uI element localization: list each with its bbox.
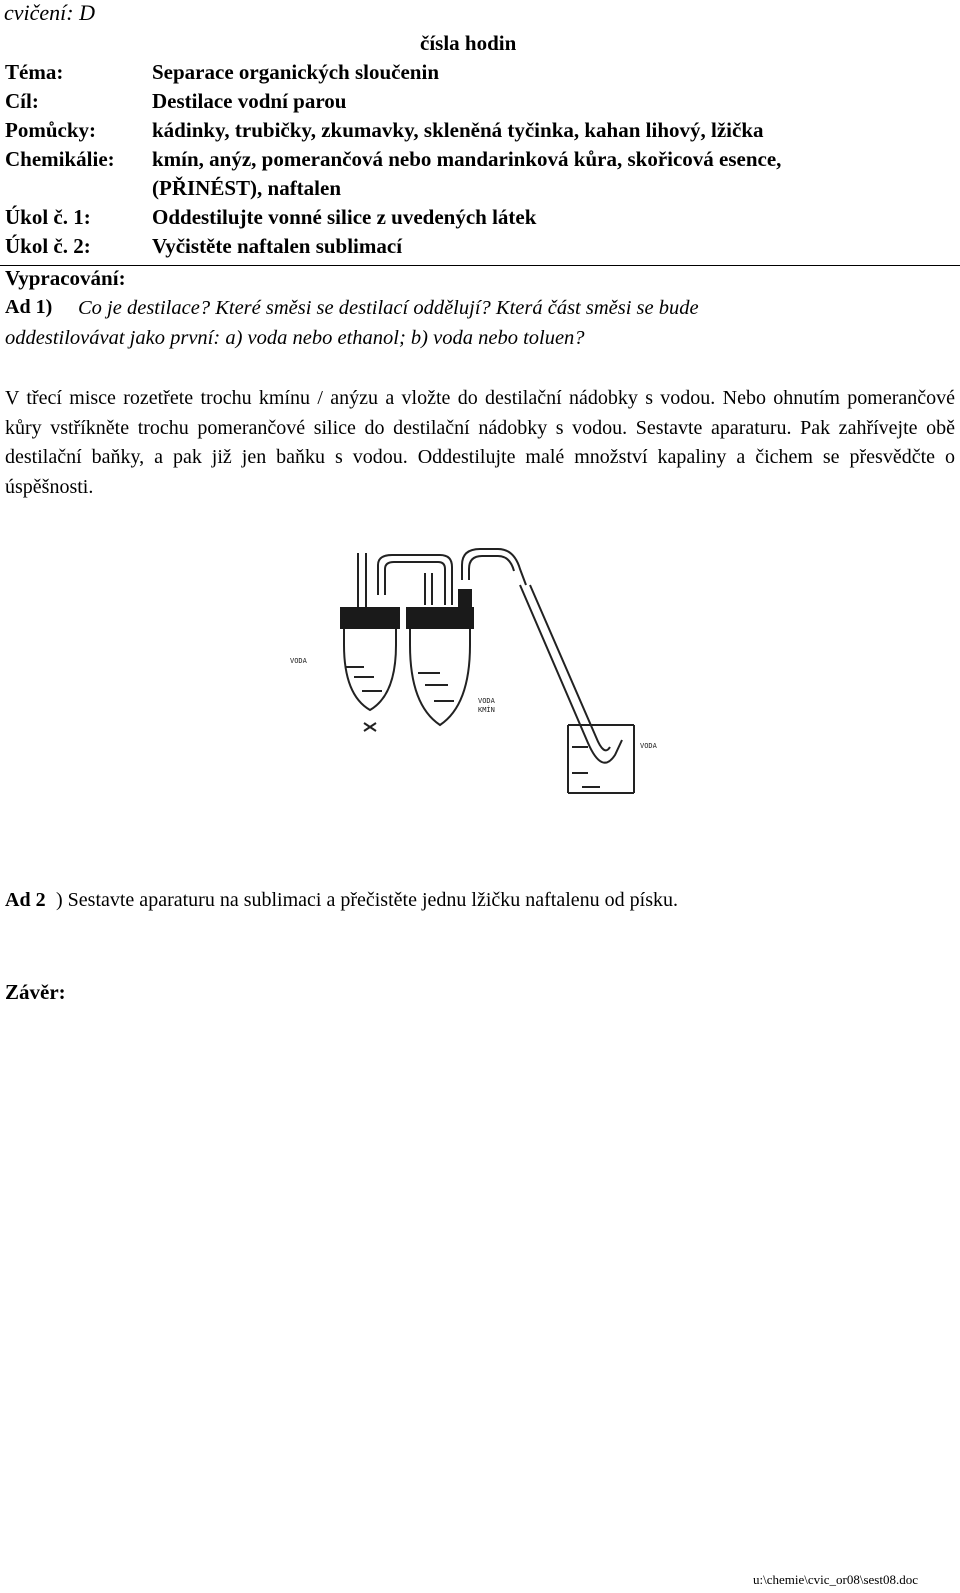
cil-label: Cíl: (5, 89, 39, 113)
steam-distillation-figure (270, 525, 678, 829)
ad1-instructions: V třecí misce rozetřete trochu kmínu / anýzu a vložte do destilační nádobky s vodou. Nebo ohnutím pomerančové kůry vstříkněte trochu pomerančové silice do destilační nádobky s vodou. Sestavte aparaturu. Pak zahřívejte obě destilační baňky, a pak již jen baňku s vodou. Oddestilujte malé množství kapaliny a čichem se přesvědčte o úspěšnosti. (5, 387, 955, 498)
tema-label: Téma: (5, 60, 64, 84)
pomucky-value: kádinky, trubičky, zkumavky, skleněná tyčinka, kahan lihový, lžička (152, 118, 764, 142)
ad2-label: Ad 2 (5, 889, 46, 911)
work-heading: Vypracování: (5, 266, 126, 290)
label-voda-left: VODA (290, 657, 307, 665)
label-kmin: KMÍN (478, 706, 495, 714)
hours-label: čísla hodin (420, 31, 517, 55)
ukol1-value: Oddestilujte vonné silice z uvedených látek (152, 205, 537, 229)
ukol2-label: Úkol č. 2: (5, 234, 91, 258)
ad2-text: ) Sestavte aparaturu na sublimaci a přečistěte jednu lžičku naftalenu od písku. (56, 889, 679, 911)
ukol2-value: Vyčistěte naftalen sublimací (152, 234, 403, 258)
tema-value: Separace organických sloučenin (152, 60, 439, 84)
conclusion-heading: Závěr: (5, 980, 66, 1004)
chemikalie-value: kmín, anýz, pomerančová nebo mandarinková kůra, skořicová esence, (152, 147, 782, 171)
page-title: cvičení: D (4, 0, 95, 25)
footer-file-path: u:\chemie\cvic_or08\sest08.doc (753, 1572, 918, 1587)
label-voda-mid: VODA (478, 697, 495, 705)
chemikalie-label: Chemikálie: (5, 147, 115, 171)
label-voda-right: VODA (640, 742, 657, 750)
section-divider (0, 265, 960, 266)
pomucky-label: Pomůcky: (5, 118, 96, 142)
ad1-question-line1: Co je destilace? Které směsi se destilací oddělují? Která část směsi se bude (78, 297, 699, 319)
ad1-question-line2: oddestilovávat jako první: a) voda nebo ethanol; b) voda nebo toluen? (5, 327, 585, 349)
chemikalie-value-continued: (PŘINÉST), naftalen (152, 176, 342, 200)
ad1-label: Ad 1) (5, 296, 53, 318)
ukol1-label: Úkol č. 1: (5, 205, 91, 229)
cil-value: Destilace vodní parou (152, 89, 347, 113)
